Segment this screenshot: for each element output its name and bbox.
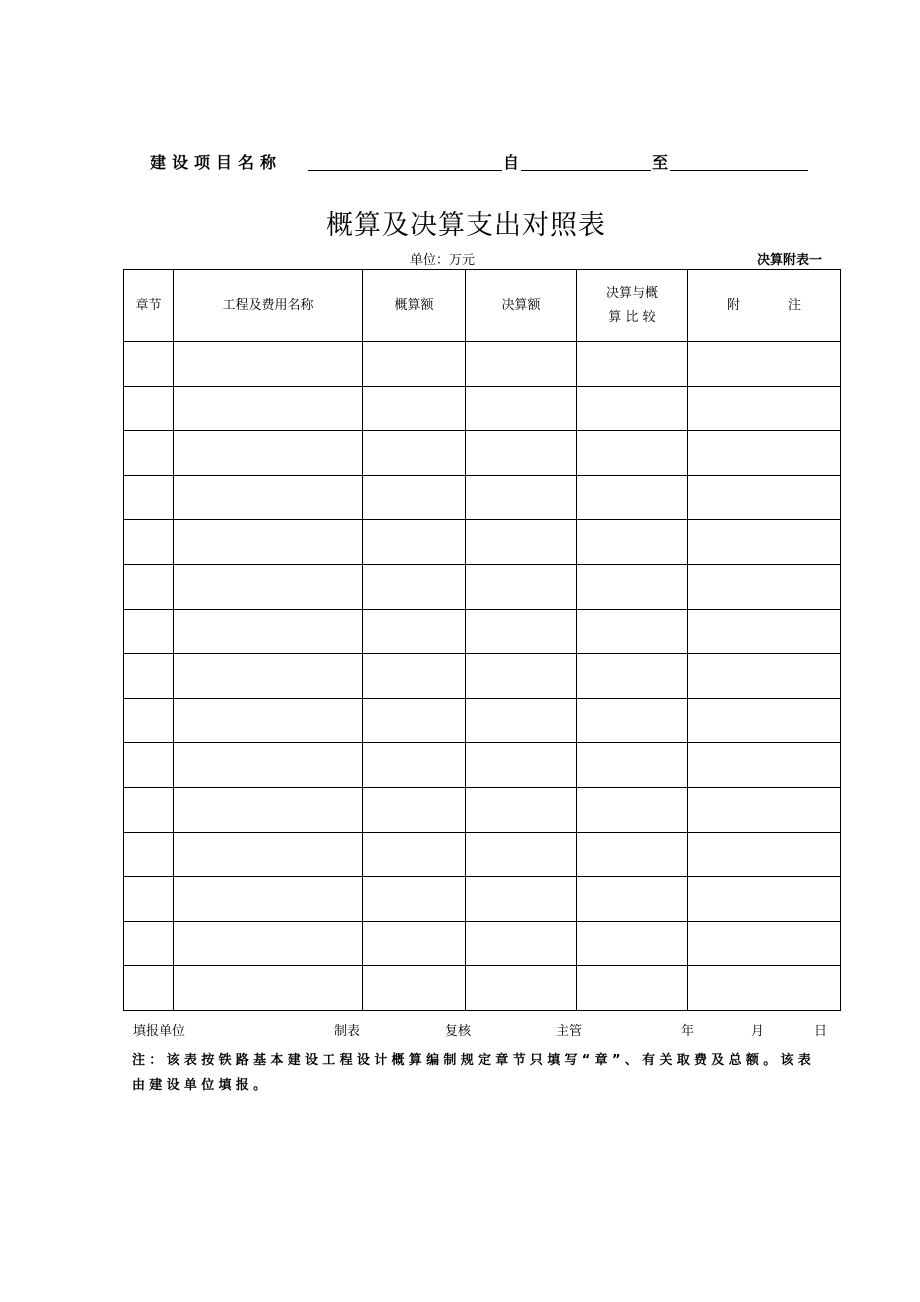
cell-estimate[interactable] [363,966,466,1011]
table-row [124,787,841,832]
cell-final[interactable] [466,787,577,832]
cell-estimate[interactable] [363,520,466,565]
cell-comparison[interactable] [577,431,688,476]
to-label: 至 [652,153,669,172]
footer-unit: 填报单位 [133,1024,186,1039]
cell-remarks[interactable] [688,832,841,877]
footer-supervisor: 主管 [556,1024,583,1039]
table-header-row [124,270,841,342]
cell-comparison[interactable] [577,698,688,743]
cell-comparison[interactable] [577,787,688,832]
cell-final[interactable] [466,832,577,877]
note-line-2: 由建设单位填报。 [132,1078,271,1093]
col-remarks [688,270,841,342]
cell-comparison[interactable] [577,564,688,609]
cell-chapter[interactable] [124,787,174,832]
from-label: 自 [503,153,520,172]
footer-reviewed: 复核 [445,1024,472,1039]
table-row [124,654,841,699]
cell-remarks[interactable] [688,743,841,788]
cell-estimate[interactable] [363,877,466,922]
cell-comparison[interactable] [577,743,688,788]
cell-final[interactable] [466,921,577,966]
cell-comparison[interactable] [577,342,688,387]
cell-item-name[interactable] [174,431,363,476]
footer-day: 日 [814,1024,828,1039]
cell-comparison[interactable] [577,520,688,565]
cell-item-name[interactable] [174,698,363,743]
cell-chapter[interactable] [124,966,174,1011]
cell-estimate[interactable] [363,475,466,520]
unit-label: 单位：万元 [410,253,476,268]
cell-final[interactable] [466,698,577,743]
table-row [124,431,841,476]
cell-item-name[interactable] [174,654,363,699]
cell-remarks[interactable] [688,520,841,565]
cell-remarks[interactable] [688,921,841,966]
cell-comparison[interactable] [577,966,688,1011]
cell-chapter[interactable] [124,342,174,387]
cell-estimate[interactable] [363,743,466,788]
cell-remarks[interactable] [688,698,841,743]
from-date-field[interactable] [521,170,651,171]
footer-prepared: 制表 [334,1024,361,1039]
cell-chapter[interactable] [124,877,174,922]
cell-item-name[interactable] [174,787,363,832]
cell-chapter[interactable] [124,921,174,966]
cell-item-name[interactable] [174,921,363,966]
table-row [124,877,841,922]
page-title: 概算及决算支出对照表 [326,210,606,241]
cell-remarks[interactable] [688,475,841,520]
comparison-table [123,269,841,1011]
to-date-field[interactable] [670,170,808,171]
cell-chapter[interactable] [124,475,174,520]
cell-item-name[interactable] [174,564,363,609]
footer-year: 年 [681,1024,695,1039]
cell-comparison[interactable] [577,386,688,431]
cell-estimate[interactable] [363,832,466,877]
cell-item-name[interactable] [174,877,363,922]
cell-item-name[interactable] [174,966,363,1011]
col-item-name: 工程及费用名称 [174,270,363,342]
cell-remarks[interactable] [688,609,841,654]
cell-chapter[interactable] [124,654,174,699]
cell-item-name[interactable] [174,832,363,877]
cell-final[interactable] [466,564,577,609]
col-comparison-line2: 算 比 较 [608,309,656,325]
cell-final[interactable] [466,609,577,654]
table-row [124,832,841,877]
col-remarks-a: 附 [726,297,740,313]
table-row [124,609,841,654]
cell-comparison[interactable] [577,609,688,654]
annex-label: 决算附表一 [757,253,823,268]
cell-final[interactable] [466,342,577,387]
cell-final[interactable] [466,743,577,788]
cell-final[interactable] [466,966,577,1011]
cell-comparison[interactable] [577,832,688,877]
cell-chapter[interactable] [124,386,174,431]
footer-month: 月 [751,1024,765,1039]
cell-item-name[interactable] [174,520,363,565]
cell-comparison[interactable] [577,921,688,966]
table-row [124,698,841,743]
cell-final[interactable] [466,877,577,922]
cell-chapter[interactable] [124,564,174,609]
cell-comparison[interactable] [577,654,688,699]
table-row [124,475,841,520]
cell-comparison[interactable] [577,877,688,922]
table-row [124,386,841,431]
cell-comparison[interactable] [577,475,688,520]
cell-item-name[interactable] [174,342,363,387]
cell-final[interactable] [466,431,577,476]
cell-item-name[interactable] [174,475,363,520]
col-comparison-line1: 决算与概 [605,285,658,301]
cell-remarks[interactable] [688,787,841,832]
note-line-1: 注：该表按铁路基本建设工程设计概算编制规定章节只填写“章”、有关取费及总额。该表 [132,1053,816,1068]
cell-final[interactable] [466,386,577,431]
cell-final[interactable] [466,475,577,520]
cell-estimate[interactable] [363,609,466,654]
cell-chapter[interactable] [124,431,174,476]
cell-estimate[interactable] [363,698,466,743]
project-name-label: 建设项目名称 [150,153,283,172]
cell-chapter[interactable] [124,520,174,565]
cell-remarks[interactable] [688,386,841,431]
col-comparison [577,270,688,342]
table-row [124,921,841,966]
cell-remarks[interactable] [688,966,841,1011]
col-final: 决算额 [466,270,577,342]
table-row [124,342,841,387]
table-row [124,520,841,565]
col-remarks-b: 注 [788,297,802,313]
cell-item-name[interactable] [174,743,363,788]
table-row [124,564,841,609]
cell-remarks[interactable] [688,654,841,699]
cell-estimate[interactable] [363,564,466,609]
table-row [124,743,841,788]
col-estimate: 概算额 [363,270,466,342]
cell-item-name[interactable] [174,386,363,431]
project-name-field[interactable] [308,170,502,171]
cell-estimate[interactable] [363,787,466,832]
cell-chapter[interactable] [124,609,174,654]
table-row [124,966,841,1011]
col-chapter: 章节 [124,270,174,342]
cell-remarks[interactable] [688,564,841,609]
cell-estimate[interactable] [363,654,466,699]
cell-chapter[interactable] [124,698,174,743]
cell-estimate[interactable] [363,342,466,387]
cell-remarks[interactable] [688,877,841,922]
cell-chapter[interactable] [124,832,174,877]
cell-remarks[interactable] [688,431,841,476]
cell-final[interactable] [466,654,577,699]
cell-final[interactable] [466,520,577,565]
cell-remarks[interactable] [688,342,841,387]
cell-estimate[interactable] [363,386,466,431]
cell-chapter[interactable] [124,743,174,788]
cell-estimate[interactable] [363,921,466,966]
cell-estimate[interactable] [363,431,466,476]
cell-item-name[interactable] [174,609,363,654]
